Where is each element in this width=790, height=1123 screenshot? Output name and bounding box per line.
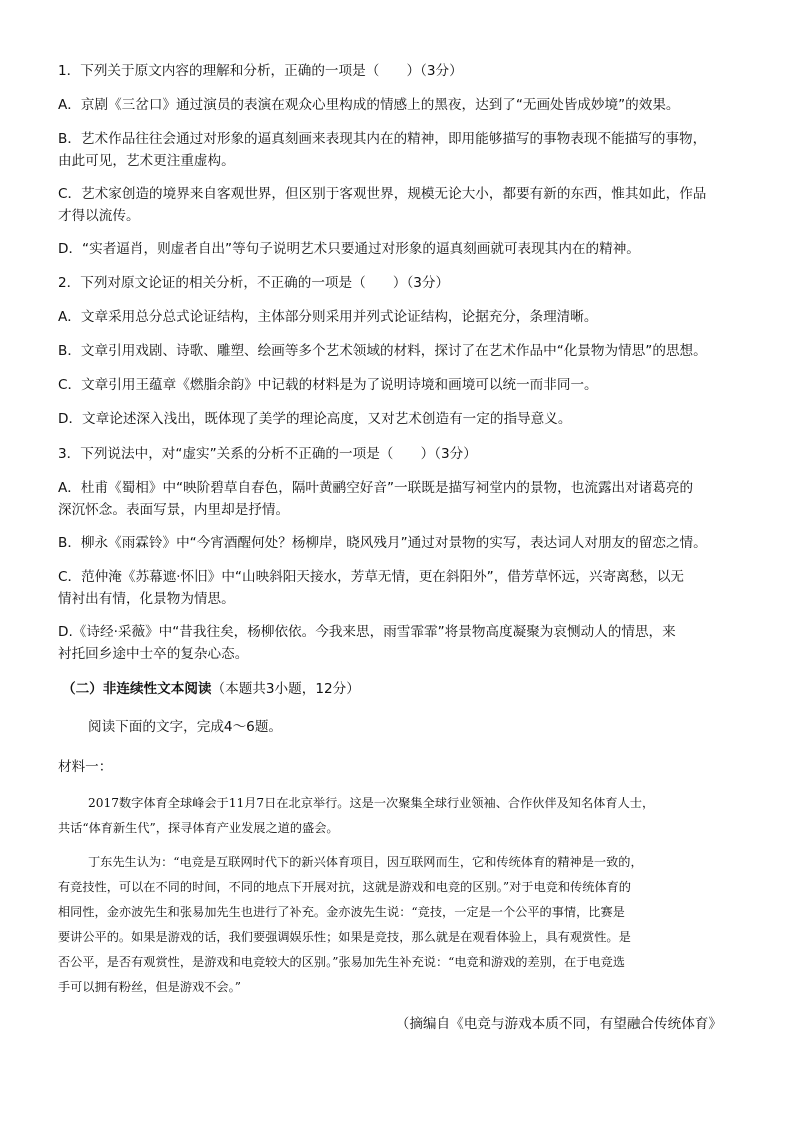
source-attribution [396, 1013, 722, 1035]
option-text: D．“实者逼肖，则虚者自出”等句子说明艺术只要通过对形象的逼真刻画就可表现其内在的精神。 [58, 241, 640, 257]
option-text: C．艺术家创造的境界来自客观世界，但区别于客观世界，规模无论大小，都要有新的东西，惟其如此，作品 [58, 186, 707, 202]
question-1-option-d [58, 238, 738, 260]
question-3-option-b [58, 532, 738, 554]
option-text: C．文章引用王蕴章《燃脂余韵》中记载的材料是为了说明诗境和画境可以统一而非同一。 [58, 377, 598, 393]
option-text: A．文章采用总分总式论证结构，主体部分则采用并列式论证结构，论据充分，条理清晰。 [58, 309, 598, 325]
question-2-stem [58, 272, 738, 294]
question-2-option-b [58, 340, 738, 362]
material-line: 共话“体育新生代”，探寻体育产业发展之道的盛会。 [58, 821, 339, 835]
option-text: B．文章引用戏剧、诗歌、雕塑、绘画等多个艺术领域的材料，探讨了在艺术作品中“化景物为情思”的思想。 [58, 343, 707, 359]
option-text-continued: 才得以流传。 [58, 208, 140, 224]
question-1-stem [58, 60, 738, 82]
source-text: （摘编自《电竞与游戏本质不同，有望融合传统体育》 [395, 1016, 722, 1032]
question-2-option-c [58, 374, 738, 396]
question-stem-text: 2．下列对原文论证的相关分析，不正确的一项是（ ）（3分） [58, 275, 450, 291]
material-paragraph-2 [58, 850, 738, 1000]
question-2-option-d [58, 408, 738, 430]
material-line: 有竞技性，可以在不同的时间，不同的地点下开展对抗，这就是游戏和电竞的区别。”对于电竞和传统体育的 [58, 880, 631, 894]
question-1-option-a [58, 94, 738, 116]
question-1-option-c [58, 183, 738, 227]
option-text: B．艺术作品往往会通过对形象的逼真刻画来表现其内在的精神，即用能够描写的事物表现不能描写的事物， [58, 131, 707, 147]
question-2-option-a [58, 306, 738, 328]
question-3-option-c [58, 566, 738, 610]
option-text: D.《诗经·采薇》中“昔我往矣，杨柳依依。今我来思，雨雪霏霏”将景物高度凝聚为哀恻动人的情思，来 [58, 624, 676, 640]
question-3-option-d [58, 621, 738, 665]
material-line: 相同性，金亦波先生和张易加先生也进行了补充。金亦波先生说：“竞技，一定是一个公平的事情，比赛是 [58, 905, 625, 919]
material-line: 2017数字体育全球峰会于11月7日在北京举行。这是一次聚集全球行业领袖、合作伙伴及知名体育人士， [88, 796, 655, 810]
option-text: A．京剧《三岔口》通过演员的表演在观众心里构成的情感上的黑夜，达到了“无画处皆成妙境”的效果。 [58, 97, 680, 113]
option-text: A．杜甫《蜀相》中“映阶碧草自春色，隔叶黄鹂空好音”一联既是描写祠堂内的景物，也流露出对诸葛亮的 [58, 480, 694, 496]
option-text-continued: 衬托回乡途中士卒的复杂心态。 [58, 646, 249, 662]
section-heading [62, 678, 742, 700]
material-paragraph-1 [58, 791, 738, 841]
section-meta: （本题共3小题，12分） [211, 681, 360, 697]
instruction-text: 阅读下面的文字，完成4～6题。 [88, 719, 283, 735]
question-stem-text: 3．下列说法中，对“虚实”关系的分析不正确的一项是（ ）（3分） [58, 446, 477, 462]
material-label-text: 材料一： [58, 759, 113, 775]
material-label [58, 756, 738, 778]
question-3-stem [58, 443, 738, 465]
option-text: C．范仲淹《苏幕遮·怀旧》中“山映斜阳天接水，芳草无情，更在斜阳外”，借芳草怀远，兴寄离愁，以无 [58, 569, 685, 585]
material-line: 丁东先生认为：“电竞是互联网时代下的新兴体育项目，因互联网而生，它和传统体育的精神是一致的， [88, 855, 643, 869]
section-title: （二）非连续性文本阅读 [62, 681, 212, 697]
option-text-continued: 情衬出有情，化景物为情思。 [58, 591, 235, 607]
question-1-option-b [58, 128, 738, 172]
option-text: D．文章论述深入浅出，既体现了美学的理论高度，又对艺术创造有一定的指导意义。 [58, 411, 572, 427]
reading-instruction [88, 716, 768, 738]
option-text-continued: 深沉怀念。表面写景，内里却是抒情。 [58, 502, 290, 518]
material-line: 手可以拥有粉丝，但是游戏不会。” [58, 980, 241, 994]
material-line: 否公平，是否有观赏性，是游戏和电竞较大的区别。”张易加先生补充说：“电竞和游戏的差别，在于电竞选 [58, 955, 625, 969]
question-3-option-a [58, 477, 738, 521]
material-line: 要讲公平的。如果是游戏的话，我们要强调娱乐性；如果是竞技，那么就是在观看体验上，具有观赏性。是 [58, 930, 631, 944]
option-text-continued: 由此可见，艺术更注重虚构。 [58, 153, 235, 169]
question-stem-text: 1．下列关于原文内容的理解和分析，正确的一项是（ ）（3分） [58, 63, 463, 79]
option-text: B．柳永《雨霖铃》中“今宵酒醒何处？杨柳岸，晓风残月”通过对景物的实写，表达词人对朋友的留恋之情。 [58, 535, 707, 551]
